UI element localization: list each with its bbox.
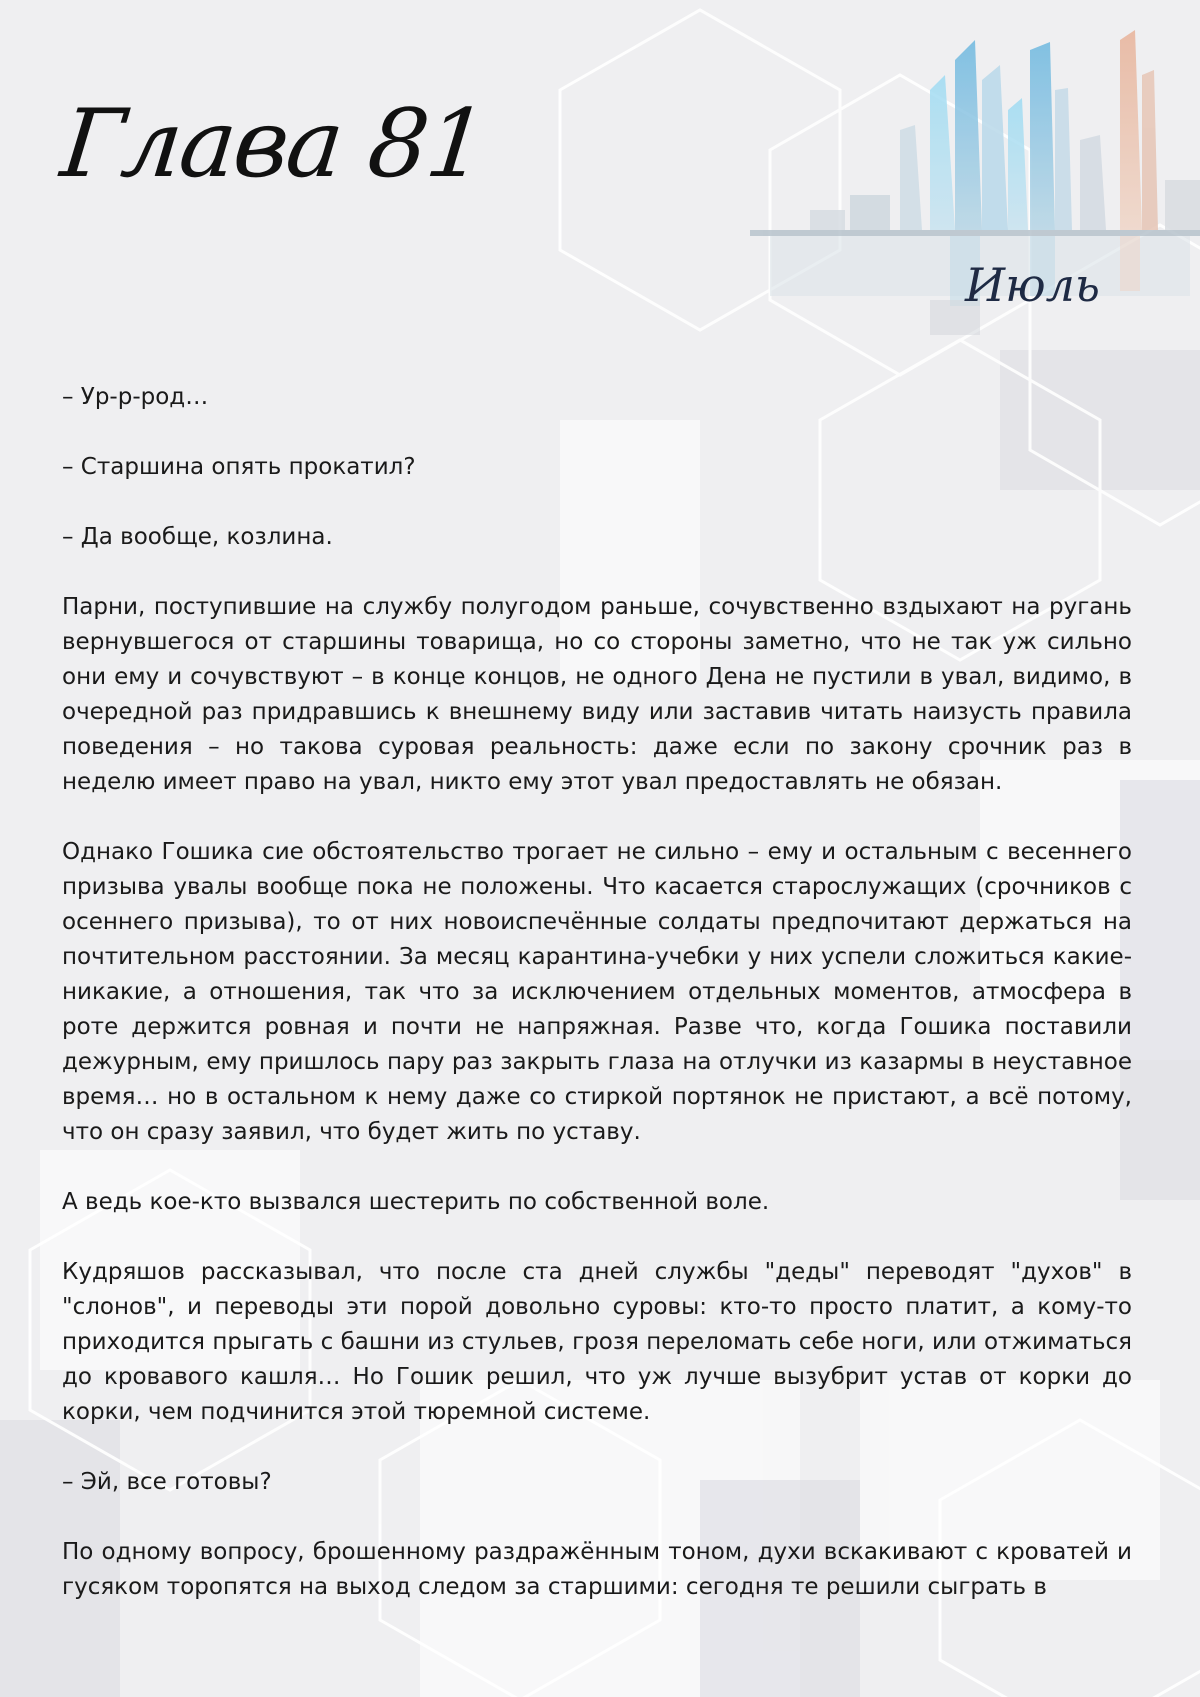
chapter-text: [62, 380, 1132, 1640]
paragraph: Парни, поступившие на службу полугодом раньше, сочувственно вздыхают на ругань вернувшегося от старшины товарища, но со стороны заметно, что не так уж сильно они ему и сочувствуют – в конце концов, не одного Дена не пустили в увал, видимо, в очередной раз придравшись к внешнему виду или заставив читать наизусть правила поведения – но такова суровая реальность: даже если по закону срочник раз в неделю имеет право на увал, никто ему этот увал предоставлять не обязан.: [62, 594, 1132, 795]
month-label: Июль: [965, 258, 1100, 312]
paragraph: По одному вопросу, брошенному раздражённым тоном, духи вскакивают с кроватей и гусяком торопятся на выход следом за старшими: сегодня те решили сыграть в: [62, 1539, 1132, 1600]
dialogue-line: – Эй, все готовы?: [62, 1469, 272, 1495]
paragraph: А ведь кое-кто вызвался шестерить по собственной воле.: [62, 1189, 770, 1215]
paragraph: Кудряшов рассказывал, что после ста дней службы "деды" переводят "духов" в "слонов", и переводы эти порой довольно суровы: кто-то просто платит, а кому-то приходится прыгать с башни из стульев, грозя переломать себе ноги, или отжиматься до кровавого кашля… Но Гошик решил, что уж лучше вызубрит устав от корки до корки, чем подчинится этой тюремной системе.: [62, 1259, 1132, 1425]
chapter-title: Глава 81: [56, 90, 491, 199]
dialogue-line: – Ур-р-род…: [62, 384, 209, 410]
dialogue-line: – Старшина опять прокатил?: [62, 454, 416, 480]
paragraph: Однако Гошика сие обстоятельство трогает не сильно – ему и остальным с весеннего призыва увалы вообще пока не положены. Что касается старослужащих (срочников с осеннего призыва), то от них новоиспечённые солдаты предпочитают держаться на почтительном расстоянии. За месяц карантина-учебки у них успели сложиться какие-никакие, а отношения, так что за исключением отдельных моментов, атмосфера в роте держится ровная и почти не напряжная. Разве что, когда Гошика поставили дежурным, ему пришлось пару раз закрыть глаза на отлучки из казармы в неуставное время… но в остальном к нему даже со стиркой портянок не пристают, а всё потому, что он сразу заявил, что будет жить по уставу.: [62, 839, 1132, 1145]
dialogue-line: – Да вообще, козлина.: [62, 524, 333, 550]
